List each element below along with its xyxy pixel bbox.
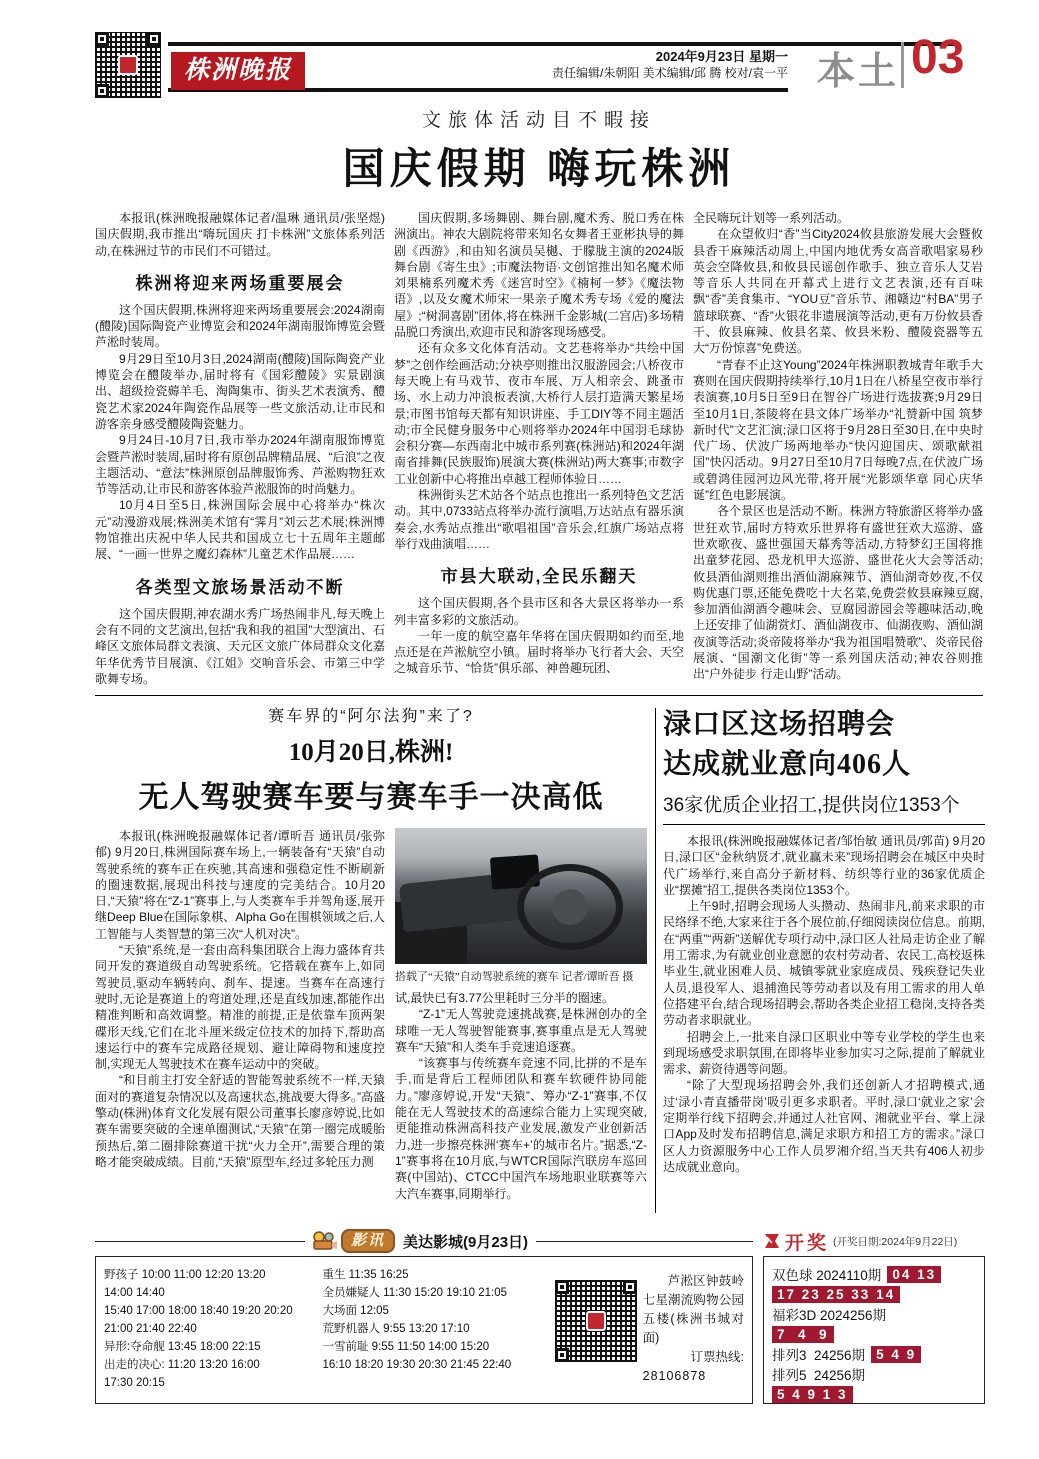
paragraph: 本报讯(株洲晚报融媒体记者/邹怡敏 通讯员/郭苗) 9月20日,渌口区“金秋纳贤才,就业赢未来”现场招聘会在城区中央时代广场举行,来自高分子新材料、纺织等行业的36家优质企业“摆摊”招工,提供各类岗位1353个。 — [663, 834, 985, 897]
lottery-line — [772, 1344, 976, 1364]
showtime-line: 21:00 21:40 22:40 — [104, 1323, 197, 1335]
jobfair-rule — [663, 824, 985, 825]
paragraph: 上午9时,招聘会现场人头攒动、热闹非凡,前来求职的市民络绎不绝,大家来往于各个展位前,仔细阅读岗位信息。前期,在“两重”“两新”送解优专项行动中,渌口区人社局走访企业了解用工需求,为有就业创业意愿的农村劳动者、农民工,高校返株毕业生,就业困难人员、城镇零就业家庭成员、残疾登记失业人员,退役军人、退捕渔民等劳动者以及有用工需求的用人单位搭建平台,结合现场招聘会,帮助各类企业招工稳岗,支持各类劳动者求职就业。 — [663, 899, 985, 1028]
masthead — [95, 30, 965, 98]
qr-seal-icon — [118, 55, 138, 75]
showtime-line: 16:10 18:20 19:30 20:30 21:45 22:40 — [322, 1359, 512, 1371]
lottery-line — [772, 1384, 976, 1404]
showtime-line: 一雪前耻 9:55 11:50 14:00 15:20 — [322, 1341, 490, 1353]
steering-wheel-shape — [517, 864, 623, 950]
lottery-date-note: (开奖日期:2024年9月22日) — [833, 1235, 958, 1248]
lottery-line — [772, 1304, 976, 1324]
lottery-header — [763, 1228, 985, 1254]
paragraph: 这个国庆假期,神农湖水秀广场热闹非凡,每天晚上会有不同的文艺演出,包括“我和我的祖国”大型演出、石峰区文旅体局群文表演、天元区文旅广体局群众文化嘉年华优秀节目展演、《江姐》交响音乐会、市第三中学歌舞专场。 — [95, 606, 385, 686]
showtimes-column-1 — [104, 1266, 316, 1394]
issue-date: 2024年9月23日 星期一 — [655, 49, 788, 64]
jobfair-title-line1: 渌口区这场招聘会 — [663, 709, 896, 740]
lottery-numbers: 5 4 9 1 3 — [772, 1386, 853, 1403]
paragraph: 10月4日至5日,株洲国际会展中心将举办“株次元”动漫游戏展;株洲美术馆有“霁月”刘云艺术展;株洲博物馆推出庆祝中华人民共和国成立七十五周年主题邮展、“一画一世界之魔幻森林”儿童艺术作品展…… — [95, 498, 385, 562]
qr-finder-icon — [95, 84, 109, 98]
showtime-line: 15:40 17:00 18:00 18:40 19:20 20:20 — [104, 1305, 293, 1317]
jobfair-deck: 36家优质企业招工,提供岗位1353个 — [663, 795, 960, 816]
paragraph: 一年一度的航空嘉年华将在国庆假期如约而至,地点还是在芦淞航空小镇。届时将举办飞行者大会、天空之城音乐节、“恰货”俱乐部、神兽趣玩团、 — [394, 628, 684, 676]
cinema-badge: 影讯 — [341, 1229, 395, 1253]
lottery-game-label: 双色球 2024110期 — [772, 1268, 882, 1283]
editors-line: 责任编辑/朱朝阳 美术编辑/邱 腾 校对/袁一平 — [551, 66, 788, 80]
lottery-numbers: 04 13 — [887, 1266, 941, 1283]
paragraph: 这个国庆假期,各个县市区和各大景区将举办一系列丰富多彩的文旅活动。 — [394, 596, 684, 627]
cinema-address-block — [643, 1266, 744, 1394]
paragraph: 全民嗨玩计划等一系列活动。 — [693, 211, 850, 225]
photo-caption: 搭载了“天猿”自动驾驶系统的赛车 记者/谭昕吾 摄 — [395, 971, 634, 983]
hotline-label: 订票热线: — [690, 1350, 744, 1364]
lottery-game-label: 排列3 24256期 — [772, 1348, 866, 1363]
paragraph: “和目前主打安全舒适的智能驾驶系统不一样,天猿面对的赛道复杂情况以及高速状态,挑战要大得多。”高盛擎动(株洲)体育文化发展有限公司董事长廖彦婷说,比如赛车需要突破的全速单圈测试,“天猿”在第一圈完成暖胎预热后,第二圈排除赛道干扰“火力全开”,需要合理的策略才能突破成绩。目前,“天猿”原型车,经过多轮压力测 — [95, 1073, 385, 1169]
qr-finder-icon — [95, 32, 109, 46]
cinema-title: 美达影城(9月23日) — [403, 1233, 529, 1251]
qr-finder-icon — [623, 1280, 637, 1294]
cinema-section — [95, 1228, 753, 1404]
cinema-header — [95, 1228, 753, 1254]
showtime-line: 出走的决心: 11:20 13:20 16:00 — [104, 1359, 260, 1371]
cinema-header-rule-right — [536, 1241, 753, 1242]
red-ribbon-icon — [763, 1232, 781, 1250]
showtimes-column-2 — [322, 1266, 548, 1394]
film-projector-icon — [311, 1231, 337, 1251]
paragraph: 国庆假期,多场舞剧、舞台剧,魔术秀、脱口秀在株洲演出。神农大剧院将带来知名女舞者王亚彬执导的舞剧《西游》,和由知名演员吴樾、于朦胧主演的2024版舞台剧《寄生虫》;市魔法物语·文创馆推出知名魔术师刘果楠系列魔术秀《迷宫时空》《楠柯一梦》《魔法物语》,以及女魔术师宋一果亲子魔术秀专场《爱的魔法屋》;“树洞喜剧”团体,将在株洲千金影城(二宫店)多场精品脱口秀演出,欢迎市民和游客现场感受。 — [394, 211, 684, 340]
lottery-line — [772, 1324, 976, 1344]
lottery-line — [772, 1284, 976, 1304]
main-article-columns — [95, 210, 983, 700]
article-divider-rule — [655, 708, 656, 1213]
paragraph: “青春不止这Young”2024年株洲职教城青年歌手大赛则在国庆假期持续举行,10月1日在八桥星空夜市举行表演赛,10月5日至9日在智谷广场进行选拔赛;9月29日至10月1日,茶陵将在县文体广场举办“礼赞新中国 筑梦新时代”文艺汇演;渌口区将于9月28日至30日,在中央时代广场、伏波广场两地举办“快闪迎国庆、颂歌献祖国”快闪活动。9月27日至10月7日每晚7点,在伏波广场或碧鸿佳园河边风光带,将开展“光影颂华章 同心庆华诞”红色电影展演。 — [693, 357, 983, 503]
showtime-line: 14:00 14:40 — [104, 1287, 165, 1299]
newspaper-logo: 株洲晚报 — [171, 52, 305, 90]
lottery-numbers: 5 4 9 — [871, 1346, 921, 1363]
section-name: 本土 — [817, 51, 900, 93]
lottery-numbers: 7 4 9 — [772, 1326, 834, 1343]
paragraph: “该赛事与传统赛车竞速不同,比拼的不是车手,而是背后工程师团队和赛车软硬件协同能力。”廖彦婷说,开发“天猿”、筹办“Z-1”赛事,不仅能在无人驾驶技术的高速综合能力上实现突破,更能推动株洲高科技产业发展,激发产业创新活力,进一步擦亮株洲‘赛车+’的城市名片。”据悉,“Z-1”赛事将在10月底,与WTCR国际汽联房车巡回赛(中国站)、CTCC中国汽车场地职业联赛等六大汽车赛事,同期举行。 — [395, 1056, 647, 1201]
showtime-line: 大场面 12:05 — [322, 1305, 389, 1317]
paragraph: 本报讯(株洲晚报融媒体记者/谭昕吾 通讯员/张弥郁) 9月20日,株洲国际赛车场上,一辆装备有“天猿”自动驾驶系统的赛车正在疾驰,其高速和强稳定性不断刷新的圈速数据,展现出科技与速度的完美结合。10月20日,“天猿”将在“Z-1”赛事上,与人类赛车手并驾角逐,展开继Deep Blue在国际象棋、Alpha Go在围棋领域之后,人工智能与人类智慧的第三次“人机对决”。 — [95, 829, 385, 941]
column-subhead: 株洲将迎来两场重要展会 — [135, 273, 345, 293]
racing-article-columns — [95, 828, 647, 1224]
main-article-column-1 — [95, 210, 385, 700]
racing-article-column-2 — [395, 828, 647, 1224]
lottery-title: 开奖 — [785, 1232, 830, 1254]
column-subhead: 各类型文旅场景活动不断 — [135, 577, 345, 597]
main-article-column-2 — [394, 210, 684, 700]
hotline-number: 28106878 — [642, 1369, 707, 1383]
showtime-line: 野孩子 10:00 11:00 12:20 13:20 — [104, 1269, 266, 1281]
qr-logo-icon — [586, 1311, 606, 1331]
main-article-title: 国庆假期 嗨玩株洲 — [342, 145, 736, 192]
racing-article-column-2-text — [395, 990, 647, 1202]
paragraph: 在众望攸归“香”当City2024攸县旅游发展大会暨攸县香干麻辣活动周上,中国内地优秀女高音歌唱家易秒英会空降攸县,和攸县民谣创作歌手、独立音乐人艾岩等音乐人共同在开幕式上进行文艺表演,还有百味飘“香”美食集市、“YOU豆”音乐节、湘赣边“村BA”男子篮球联赛、“香”火银花非遗展演等活动,更有万份攸县香干、攸县麻辣、攸县名菜、攸县米粉、醴陵瓷器等五大“万份惊喜”免费送。 — [693, 227, 983, 356]
showtime-line: 重生 11:35 16:25 — [322, 1269, 409, 1281]
racing-article-column-1 — [95, 828, 385, 1224]
showtime-line: 荒野机器人 9:55 13:20 17:10 — [322, 1323, 470, 1335]
page-number: 03 — [911, 31, 965, 84]
paragraph: 招聘会上,一批来自渌口区职业中等专业学校的学生也来到现场感受求职氛围,在即将毕业参加实习之际,提前了解就业需求、薪资待遇等问题。 — [663, 1029, 985, 1077]
paragraph: 试,最快已有3.77公里耗时三分半的圈速。 — [395, 991, 614, 1005]
paragraph: 各个景区也是活动不断。株洲方特旅游区将举办盛世狂欢节,届时方特欢乐世界将有盛世狂欢大巡游、盛世欢歌夜、盛世强国天幕秀等活动,方特梦幻王国将推出童梦花园、恐龙机甲大巡游、盛世花火大会等活动;攸县酒仙湖则推出酒仙湖麻辣节、酒仙湖奇妙夜,不仅购优惠门票,还能免费吃十大名菜,免费尝攸县麻辣豆腐,参加酒仙湖酒令趣味会、豆腐园游园会等趣味活动,晚上还安排了仙湖赏灯、酒仙湖夜市、仙湖夜购、酒仙湖夜演等活动;炎帝陵将举办“我为祖国唱赞歌”、炎帝民俗展演、“国潮文化街”等一系列国庆活动;神农谷则推出“户外徒步 行走山野”活动。 — [693, 504, 983, 682]
paragraph: 9月29日至10月3日,2024湖南(醴陵)国际陶瓷产业博览会在醴陵举办,届时将有《国彩醴陵》实景剧演出、超级捡瓷薅羊毛、淘陶集市、街头艺术表演秀、醴瓷艺术家2024年陶瓷作品展等一些文旅活动,让市民和游客亲身感受醴陵陶瓷魅力。 — [95, 351, 385, 431]
racing-article — [95, 703, 647, 1224]
jobfair-title-line2: 达成就业意向406人 — [663, 749, 912, 780]
section-divider-rule — [95, 695, 983, 696]
main-article-column-3 — [693, 210, 983, 700]
race-car-photo — [395, 828, 647, 964]
lottery-section — [763, 1228, 985, 1404]
paragraph: 这个国庆假期,株洲将迎来两场重要展会:2024湖南(醴陵)国际陶瓷产业博览会和2024年湖南服饰博览会暨芦淞时装周。 — [95, 302, 385, 350]
lottery-game-label: 排列5 24256期 — [772, 1368, 866, 1383]
cinema-listings-box — [95, 1256, 753, 1404]
lottery-game-label: 福彩3D 2024256期 — [772, 1308, 887, 1323]
showtime-line: 异形:夺命舰 13:45 18:00 22:15 — [104, 1341, 261, 1353]
jobfair-article — [663, 705, 985, 1225]
paragraph: “Z-1”无人驾驶竞速挑战赛,是株洲创办的全球唯一无人驾驶智能赛事,赛事重点是无人驾驶赛车“天猿”和人类车手竞速追逐赛。 — [395, 1007, 647, 1054]
qr-finder-icon — [555, 1280, 569, 1294]
lottery-line — [772, 1264, 976, 1284]
showtime-line: 全员嫌疑人 11:30 15:20 19:10 21:05 — [322, 1287, 508, 1299]
showtime-line: 17:30 20:15 — [104, 1377, 165, 1389]
cinema-header-rule-left — [95, 1241, 305, 1242]
masthead-info — [552, 48, 788, 82]
racing-article-kicker: 赛车界的“阿尔法狗”来了? — [268, 708, 474, 725]
lottery-results-box — [763, 1256, 985, 1404]
lottery-numbers: 17 23 25 33 14 — [772, 1286, 900, 1303]
paragraph: 还有众多文化体育活动。文艺巷将举办“共绘中国梦”之创作绘画活动;分袂亭则推出汉服游园会;八桥夜市每天晚上有马戏节、夜市车展、万人相亲会、跳蚤市场、水上动力冲浪板表演,大桥行人层打造满天繁星场景;市图书馆每天都有知识讲座、手工DIY等不同主题活动;市全民健身服务中心则将举办2024年中国羽毛球协会积分赛—东西南北中城市系列赛(株洲站)和2024年湖南省排舞(民族服饰)展演大赛(株洲站)两大赛事;市数字工业创新中心将推出卓越工程师体验日…… — [394, 341, 684, 486]
main-article-kicker: 文旅体活动目不暇接 — [421, 110, 656, 131]
masthead-qr-code — [95, 32, 161, 98]
racing-article-title-line2: 无人驾驶赛车要与赛车手一决高低 — [138, 781, 604, 814]
main-article — [95, 105, 983, 700]
qr-finder-icon — [147, 32, 161, 46]
paragraph: 9月24日-10月7日,我市举办2024年湖南服饰博览会暨芦淞时装周,届时将有原创品牌精品展、“后浪”之夜主题活动、“意法”株洲原创品牌服饰秀、芦淞购物狂欢节等活动,让市民和游客体验芦淞服饰的时尚魅力。 — [95, 433, 385, 497]
paragraph: 株洲街头艺术站各个站点也推出一系列特色文艺活动。其中,0733站点将举办流行演唱,万达站点有器乐演奏会,水秀站点推出“歌唱祖国”音乐会,红旗广场站点将举行戏曲演唱…… — [394, 488, 684, 551]
paragraph: 本报讯(株洲晚报融媒体记者/温琳 通讯员/张坚煜) 国庆假期,我市推出“嗨玩国庆 打卡株洲”文旅体系列活动,在株洲过节的市民们不可错过。 — [95, 211, 385, 258]
ticket-qr-code — [555, 1280, 637, 1362]
qr-finder-icon — [555, 1348, 569, 1362]
racing-article-title-line1: 10月20日,株洲! — [288, 739, 454, 766]
column-subhead: 市县大联动,全民乐翻天 — [440, 567, 638, 587]
masthead-divider — [901, 42, 904, 88]
lottery-line — [772, 1364, 976, 1384]
jobfair-body — [663, 833, 985, 1225]
cinema-address: 芦淞区钟鼓岭七星潮流购物公园五楼(株洲书城对面) — [642, 1274, 744, 1345]
paragraph: “天猿”系统,是一套由高科集团联合上海力盛体育共同开发的赛道级自动驾驶系统。它搭载在赛车上,如同驾驶员,驱动车辆转向、刹车、提速。当赛车在高速行驶时,无论是赛道上的弯道处理,还是直线加速,都能作出精准判断和高效调整。精准的前提,正是依靠车顶两架碟形天线,它们在北斗厘米级定位技术的加持下,帮助高速运行中的赛车完成路径规划、避让障碍物和速度控制,实现无人驾驶技术在赛车运动中的突破。 — [95, 943, 385, 1072]
paragraph: “除了大型现场招聘会外,我们还创新人才招聘模式,通过‘渌小青直播带岗’吸引更多求职者。平时,渌口‘就业之家’会定期举行线下招聘会,并通过人社官网、湘就业平台、掌上渌口App及时发布招聘信息,满足求职方和招工方的需求。”渌口区人力资源服务中心工作人员罗湘介绍,当天共有406人初步达成就业意向。 — [663, 1078, 985, 1174]
